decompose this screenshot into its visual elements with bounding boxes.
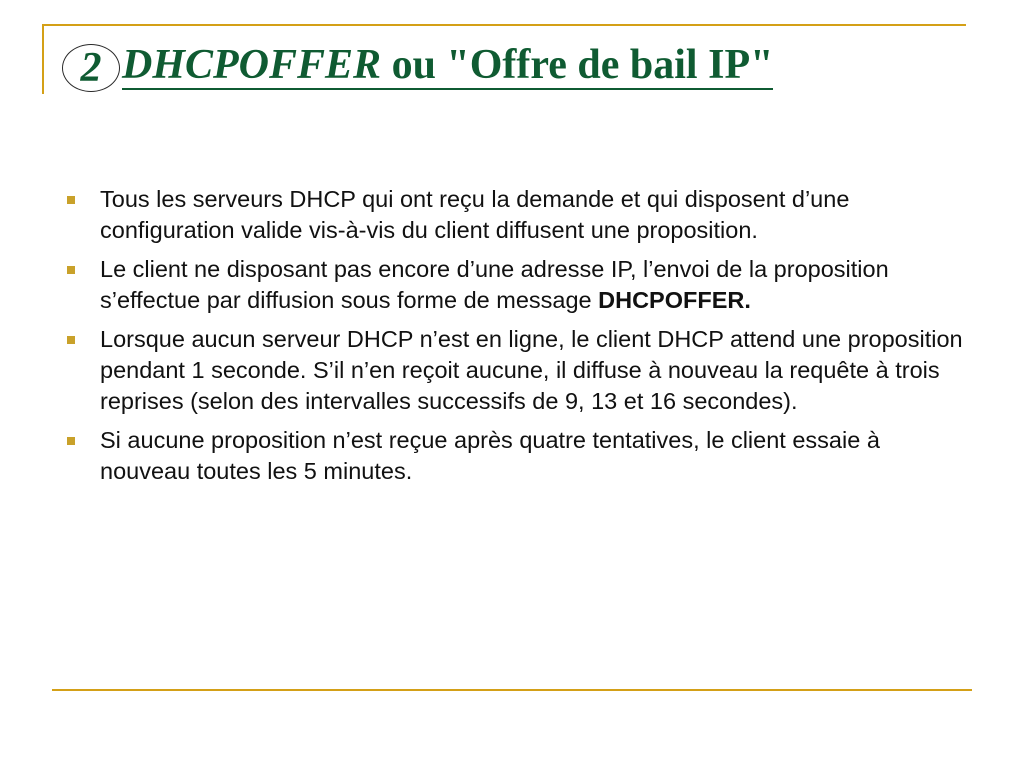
frame-top-rule [42,24,966,26]
list-item [60,324,970,417]
title-text [122,44,773,90]
list-item [60,425,970,487]
list-item [60,184,970,246]
square-bullet-icon [67,196,75,204]
square-bullet-icon [67,266,75,274]
bullet-text: Lorsque aucun serveur DHCP n’est en ligne, le client DHCP attend une proposition pendant 1 seconde. S’il n’en reçoit aucune, il diffuse à nouveau la requête à trois reprises (selon des intervalles successifs de 9, 13 et 16 secondes). [100,326,963,414]
slide-title [62,38,773,96]
frame-bottom-rule [52,689,972,691]
bullet-list [60,184,970,495]
frame-left-rule [42,24,44,94]
bullet-text: Tous les serveurs DHCP qui ont reçu la demande et qui disposent d’une configuration valide vis-à-vis du client diffusent une proposition. [100,186,850,243]
title-number-circle: 2 [62,44,120,92]
bullet-text: Le client ne disposant pas encore d’une adresse IP, l’envoi de la proposition s’effectue par diffusion sous forme de message [100,256,889,313]
title-rest: ou "Offre de bail IP" [381,42,774,88]
title-keyword: DHCPOFFER [122,42,382,88]
square-bullet-icon [67,437,75,445]
bullet-bold-term: DHCPOFFER. [598,287,751,313]
list-item [60,254,970,316]
bullet-text: Si aucune proposition n’est reçue après quatre tentatives, le client essaie à nouveau toutes les 5 minutes. [100,427,880,484]
square-bullet-icon [67,336,75,344]
